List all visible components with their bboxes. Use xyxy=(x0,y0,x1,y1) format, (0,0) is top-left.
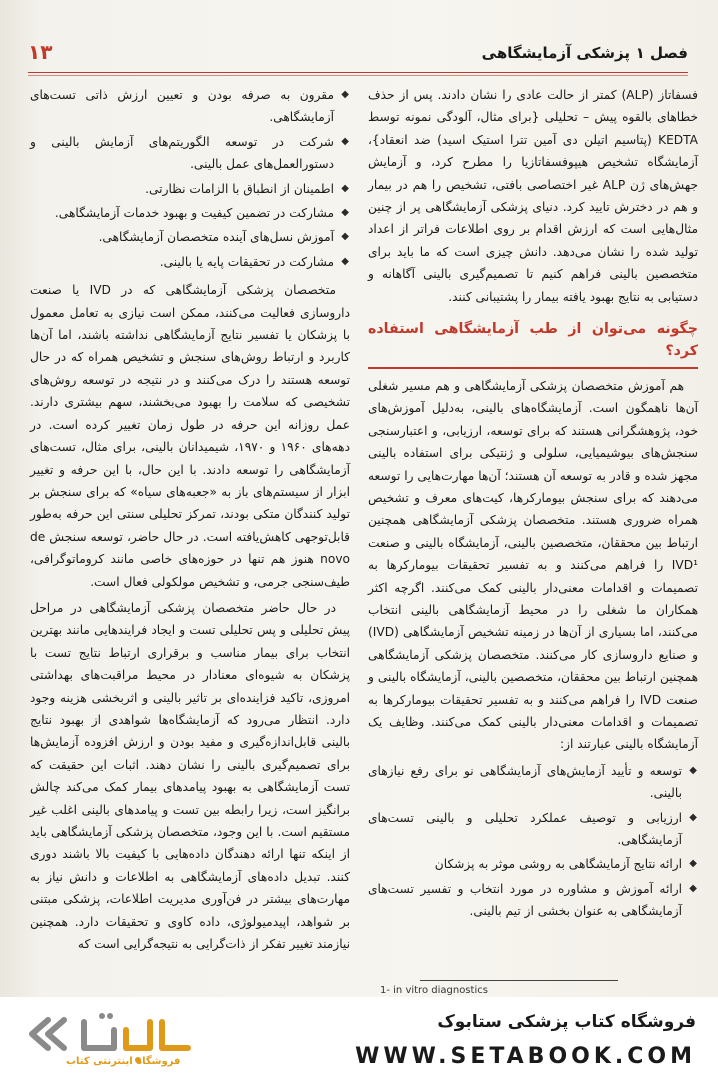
right-column xyxy=(368,84,698,929)
header-rule-secondary xyxy=(28,75,688,76)
paragraph: هم آموزش متخصصان پزشکی آزمایشگاهی و هم مسیر شغلی آن‌ها ناهمگون است. آزمایشگاه‌های بالینی، به‌دلیل آموزش‌های خود، پژوهشگرانی هستند که برای توسعه، ارزیابی، و اعتبارسنجی سنجش‌های بیوشیمیایی، سلولی و ژنتیکی برای استفاده بالینی مجهز شده و قادر به توسعه آن هستند؛ آن‌ها مهارت‌هایی را توسعه می‌دهند که برای سنجش بیومارکرها، کیت‌های معرف و تشخیص همراه ضروری هستند. متخصصان پزشکی آزمایشگاهی همچنین ارتباط بین محققان، متخصصین بالینی، آزمایشگاه بالینی و صنعت IVD¹ را فراهم می‌کنند و به تفسیر تحقیقات بیومارکرها به تصمیمات و اقدامات معنی‌دار بالینی کمک می‌کنند. اگرچه اکثر همکاران ما شغلی را در محیط آزمایشگاهی بالینی انتخاب می‌کنند، اما بسیاری از آن‌ها در زمینه تشخیص آزمایشگاهی (IVD) و صنایع داروسازی کار می‌کنند. متخصصان پزشکی آزمایشگاهی همچنین ارتباط بین محققان، متخصصین بالینی، آزمایشگاه بالینی و صنعت IVD را فراهم می‌کنند و به تفسیر تحقیقات بیومارکرها به تصمیمات و اقدامات معنی‌دار بالینی کمک می‌کنند. وظایف یک آزمایشگاه بالینی عبارتند از: xyxy=(368,378,698,752)
list-item-text: شرکت در توسعه الگوریتم‌های آزمایش بالینی و دستورالعمل‌های عمل بالینی. xyxy=(30,134,334,172)
paragraph: متخصصان پزشکی آزمایشگاهی که در IVD یا صنعت داروسازی فعالیت می‌کنند، ممکن است نیازی به تعامل معمول با پزشکان یا تفسیر نتایج آزمایشگاهی نداشته باشند، اما آن‌ها کاربرد و ارتباط روش‌های سنجش و تشخیص همراه که در حال توسعه هستند را درک می‌کنند و در نتیجه در توسعه روش‌های تشخیصی که سلامت را بهبود می‌بخشند، سهم بیشتری دارند. عمل روزانه این حرفه در طول زمان تغییر کرده است. در دهه‌های ۱۹۶۰ و ۱۹۷۰، شیمیدانان بالینی، برای مثال، تست‌های آزمایشگاهی را توسعه دادند. با این حال، با این حرفه و تغییر ابزار از سیستم‌های باز به «جعبه‌های سیاه» که برای سنجش بر تولید کنندگان متکی بودند، تمرکز تحلیلی سنتی این حرفه به‌طور قابل‌توجهی کاهش‌یافته است. در حال حاضر، توسعه سنجش de novo هنوز هم تنها در حوزه‌های خاصی مانند کروماتوگرافی، طیف‌سنجی جرمی، و تشخیص مولکولی فعال است. xyxy=(30,283,351,589)
list-item xyxy=(30,226,350,248)
header-rule xyxy=(28,72,688,73)
bullet-icon: ◆ xyxy=(689,764,697,776)
store-url[interactable]: WWW.SETABOOK.COM xyxy=(355,1044,696,1069)
list-item xyxy=(368,878,698,923)
list-item-text: ارائه نتایج آزمایشگاهی به روشی موثر به پزشکان xyxy=(434,857,682,872)
page-number: ۱۳ xyxy=(28,40,53,64)
chapter-label: فصل ۱ xyxy=(635,44,688,62)
list-item xyxy=(368,760,698,805)
list-item xyxy=(30,178,350,200)
list-item-text: اطمینان از انطباق با الزامات نظارتی. xyxy=(145,181,334,196)
list-item xyxy=(30,84,350,129)
bullet-icon: ◆ xyxy=(341,182,349,194)
store-name: فروشگاه کتاب پزشکی ستابوک xyxy=(437,1012,696,1032)
bullet-icon: ◆ xyxy=(341,89,349,100)
footnote-rule xyxy=(420,980,618,981)
list-item xyxy=(30,131,350,176)
page-header xyxy=(28,40,688,70)
list-item-text: مشارکت در تحقیقات پایه یا بالینی. xyxy=(159,254,334,269)
list-item-text: آموزش نسل‌های آینده متخصصان آزمایشگاهی. xyxy=(98,230,334,245)
list-item xyxy=(368,807,698,852)
list-item xyxy=(30,251,350,273)
bullet-list xyxy=(368,760,698,923)
bullet-icon: ◆ xyxy=(341,231,349,243)
logo-tagline: فروشگاه اینترنتی کتاب xyxy=(66,1056,181,1067)
chapter-title: پزشکی آزمایشگاهی xyxy=(481,44,630,62)
bullet-icon: ◆ xyxy=(689,858,697,870)
list-item-text: ارائه آموزش و مشاوره در مورد انتخاب و تفسیر تست‌های آزمایشگاهی به عنوان بخشی از تیم بالینی. xyxy=(368,881,682,919)
paragraph: فسفاتاز (ALP) کمتر از حالت عادی را نشان دادند. پس از حذف خطاهای بالقوه پیش – تحلیلی {برای مثال، آلودگی نمونه توسط KEDTA (پتاسیم اتیلن دی آمین تترا استیک اسید) ضد انعقاد}، آزمایشگاه تشخیص هیپوفسفاتازیا را مطرح کرد، و آزمایش جهش‌های ژن ALP غیر اختصاصی بافتی، تشخیص را هم در بیمار و هم در دخترش تایید کرد. دنیای پزشکی آزمایشگاهی پر از چنین مثال‌هایی است که ارزش اقدام بر روی اطلاعات فراتر از اعداد تولید شده را نشان می‌دهد. دانش چیزی است که ما باید برای متخصصین بالینی فراهم کنیم تا تصمیم‌گیری بالینی آگاهانه و دستیابی به نتایج بهبود یافته بیمار را پشتیبانی کنند. xyxy=(368,88,698,304)
list-item xyxy=(368,853,698,875)
bullet-icon: ◆ xyxy=(689,882,697,894)
bullet-icon: ◆ xyxy=(341,135,349,147)
list-item-text: ارزیابی و توصیف عملکرد تحلیلی و بالینی تست‌های آزمایشگاهی. xyxy=(368,810,682,847)
bullet-icon: ◆ xyxy=(341,255,349,267)
list-item-text: مقرون به صرفه بودن و تعیین ارزش ذاتی تست‌های آزمایشگاهی. xyxy=(30,88,334,125)
bullet-icon: ◆ xyxy=(341,207,349,219)
bullet-icon: ◆ xyxy=(689,811,697,823)
bullet-list xyxy=(30,84,350,273)
section-heading: چگونه می‌توان از طب آزمایشگاهی استفاده کرد؟ xyxy=(368,316,698,369)
left-column xyxy=(30,84,350,959)
list-item xyxy=(30,202,350,224)
list-item-text: مشارکت در تضمین کیفیت و بهبود خدمات آزمایشگاهی. xyxy=(54,206,334,221)
footnote: 1- in vitro diagnostics xyxy=(380,985,488,996)
list-item-text: توسعه و تأیید آزمایش‌های آزمایشگاهی نو برای رفع نیازهای بالینی. xyxy=(368,763,682,801)
paragraph: در حال حاضر متخصصان پزشکی آزمایشگاهی در مراحل پیش تحلیلی و پس تحلیلی تست و ایجاد فرایندهایی مانند بهترین انتخاب برای بیمار مناسب و برقراری ارتباط نتایج تست با پزشکان به شیوه‌ای معنادار در محیط مراقبت‌های بهداشتی امروزی، تاکید فزاینده‌ای بر تاثیر بالینی و اثربخشی هزینه وجود دارد. انتظار می‌رود که آزمایشگاه‌ها شواهدی از بهبود نتایج بالینی قابل‌اندازه‌گیری و مفید بودن و ارزش افزوده آزمایش‌ها برای تصمیم‌گیری بالینی را نشان دهند. اثبات این حقیقت که تست آزمایشگاهی به بهبود پیامدهای بیمار کمک می‌کند چالش برانگیز است، زیرا رابطه بین تست و پیامدهای بالینی اغلب غیر مستقیم است. با این وجود، متخصصان پزشکی آزمایشگاهی باید از اینکه تنها ارائه دهندگان داده‌هایی با کیفیت بالا باشند دوری کنند. تبدیل داده‌های آزمایشگاهی به اطلاعات و دانش نیاز به مهارت‌های بیشتر در فن‌آوری مدیریت اطلاعات، پزشکی مبتنی بر شواهد، اپیدمیولوژی، داده کاوی و تحقیقات دارد. همچنین نیازمند تغییر تفکر از ذات‌گرایی به نتیجه‌گرایی است که xyxy=(30,600,350,952)
